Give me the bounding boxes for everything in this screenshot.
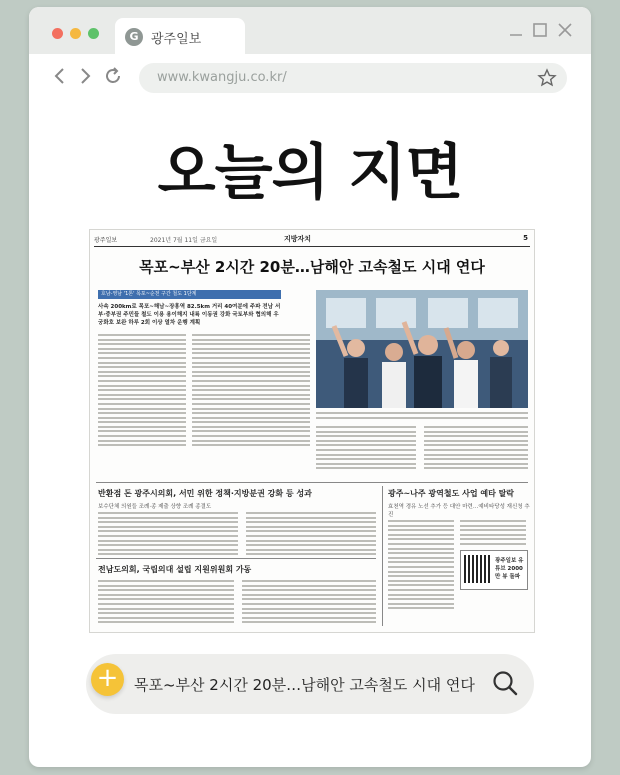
article2-subtitle: 보수단체 의원들 조례·종 제출 상향 조례 종결도 [98,504,212,510]
maximize-icon[interactable] [531,21,549,39]
google-favicon-icon: G [125,28,143,46]
newspaper-page-number: 5 [523,234,528,242]
ad-text: 광주일보 유튜브 2000만 뷰 돌파 [495,558,524,580]
browser-window [29,7,591,767]
section-divider-2 [96,558,376,559]
article2-title: 반환점 돈 광주시의회, 서민 위한 정책·지방분권 강화 등 성과 [98,489,312,498]
article4-body-col2 [242,580,376,626]
article3-body-col1 [388,520,454,612]
column-divider [382,486,383,626]
add-plus-button[interactable]: + [91,663,124,696]
newspaper-date: 2021년 7월 11일 금요일 [150,237,218,244]
article-photo [316,290,528,408]
search-bar[interactable] [86,654,534,714]
minimize-icon[interactable] [507,21,525,39]
newspaper-section: 지방자치 [284,235,312,243]
title-bar [29,7,591,54]
article-body-col4 [424,426,528,472]
qr-code-icon [464,555,492,583]
article2-body-col2 [246,512,376,558]
article3-body-col2 [460,520,526,548]
article-subtitle: 사속 200km로 목포~해남~장흥역 82.5km 거리 40여분에 주파 전남 서부·중부권 주민들 철도 이용 용이해지 내륙 이동권 강화 국토부와 협의해 우궁화호 보완 하루 2회 이상 열차 운행 계획 [98,304,281,326]
article-main-title: 목포~부산 2시간 20분…남해안 고속철도 시대 연다 [139,258,485,276]
search-query-text: 목포~부산 2시간 20분…남해안 고속철도 시대 연다 [134,676,475,694]
article4-title: 전남도의회, 국립의대 설립 지원위원회 가동 [98,565,252,574]
article3-title: 광주~나주 광역철도 사업 예타 탈락 [388,489,515,498]
star-icon[interactable] [537,68,557,88]
newspaper-page-image[interactable] [89,229,535,633]
article3-subtitle: 효천역 경유 노선 추가 등 대안 마련…예비타당성 재신청 추진 [388,504,530,518]
reload-icon[interactable] [102,65,124,87]
section-divider [96,482,528,483]
newspaper-header [94,234,530,247]
train-passengers-photo-icon [316,290,528,408]
article2-body-col1 [98,512,238,558]
article-body-col1 [98,334,186,449]
article-body-col3 [316,426,416,472]
tab-title: 광주일보 [151,32,202,47]
page-headline: 오늘의 지면 [157,138,463,208]
address-bar-row [29,54,591,102]
minimize-dot[interactable] [70,28,81,39]
forward-arrow-icon[interactable] [74,65,96,87]
url-text: www.kwangju.co.kr/ [157,70,287,85]
search-icon[interactable] [490,668,520,698]
browser-tab[interactable] [115,18,245,56]
youtube-ad-box [460,550,528,590]
close-icon[interactable] [556,21,574,39]
zoom-dot[interactable] [88,28,99,39]
close-dot[interactable] [52,28,63,39]
photo-caption [316,412,528,421]
newspaper-masthead: 광주일보 [94,237,118,244]
article-body-col2 [192,334,310,449]
url-input[interactable] [139,63,567,93]
article4-body-col1 [98,580,234,626]
back-arrow-icon[interactable] [49,65,71,87]
article-tag: 호남-영남 '1톤' 목포~순천 구간 철도 1단계 [98,290,281,299]
